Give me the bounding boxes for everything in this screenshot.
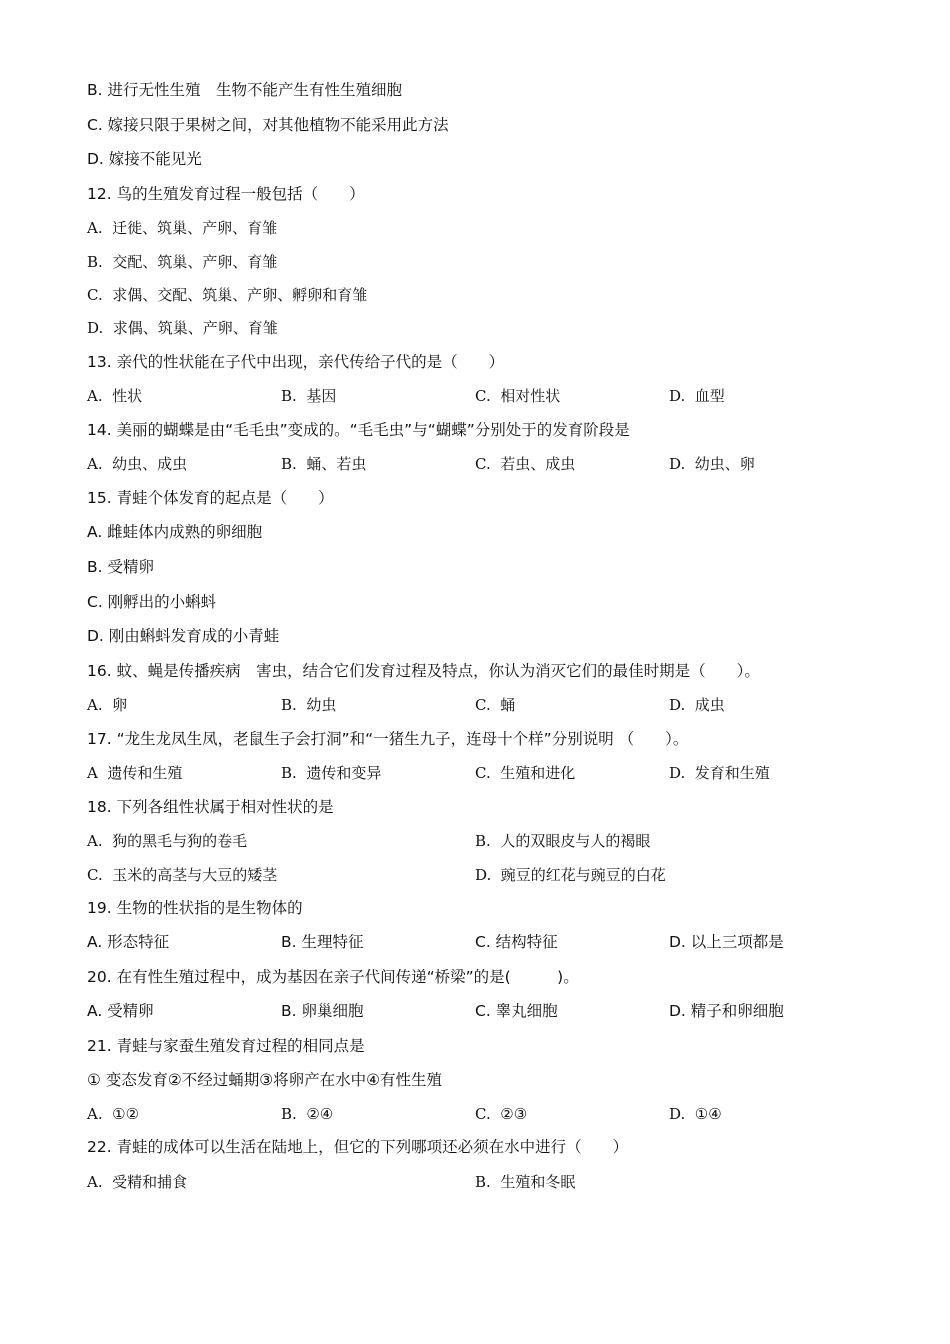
- option-d: D. 豌豆的红花与豌豆的白花: [475, 866, 666, 884]
- option-a: A. 形态特征: [87, 933, 170, 951]
- options-row-19: [87, 932, 867, 952]
- option-d: D. 精子和卵细胞: [669, 1002, 784, 1020]
- option-b: B. 蛹、若虫: [281, 455, 367, 473]
- option-c: C. 玉米的高茎与大豆的矮茎: [87, 866, 278, 884]
- question-21-statements: ① 变态发育②不经过蛹期③将卵产在水中④有性生殖: [87, 1071, 443, 1089]
- option-line: A. 雌蛙体内成熟的卵细胞: [87, 523, 263, 541]
- question-20: 20. 在有性生殖过程中，成为基因在亲子代间传递“桥梁”的是( )。: [87, 968, 579, 986]
- options-row-18a: [87, 831, 867, 851]
- question-12: 12. 鸟的生殖发育过程一般包括（ ）: [87, 185, 365, 203]
- option-b: B. 卵巢细胞: [281, 1002, 364, 1020]
- option-a: A. ①②: [87, 1105, 140, 1123]
- option-c: C. 生殖和进化: [475, 764, 576, 782]
- option-d: D. 以上三项都是: [669, 933, 784, 951]
- option-a: A. 受精和捕食: [87, 1173, 188, 1191]
- option-c: C. 结构特征: [475, 933, 558, 951]
- question-16: 16. 蚊、蝇是传播疾病 害虫，结合它们发育过程及特点，你认为消灭它们的最佳时期是（ ）。: [87, 662, 760, 680]
- question-17: 17. “龙生龙凤生凤，老鼠生子会打洞”和“一猪生九子，连母十个样”分别说明 （ ）。: [87, 730, 689, 748]
- question-18: 18. 下列各组性状属于相对性状的是: [87, 798, 334, 816]
- option-c: C. 相对性状: [475, 387, 561, 405]
- options-row-22: [87, 1172, 867, 1192]
- option-line: B. 进行无性生殖 生物不能产生有性生殖细胞: [87, 81, 402, 99]
- option-line: D. 刚由蝌蚪发育成的小青蛙: [87, 627, 280, 645]
- options-row-16: [87, 695, 867, 715]
- options-row-20: [87, 1001, 867, 1021]
- question-14: 14. 美丽的蝴蝶是由“毛毛虫”变成的。“毛毛虫”与“蝴蝶”分别处于的发育阶段是: [87, 421, 630, 439]
- option-a: A. 受精卵: [87, 1002, 154, 1020]
- question-22: 22. 青蛙的成体可以生活在陆地上，但它的下列哪项还必须在水中进行（ ）: [87, 1138, 629, 1156]
- option-line: C. 刚孵出的小蝌蚪: [87, 593, 217, 611]
- option-line: B. 受精卵: [87, 558, 154, 576]
- option-c: C. 蛹: [475, 696, 516, 714]
- option-d: D. ①④: [669, 1105, 722, 1123]
- option-b: B. 人的双眼皮与人的褐眼: [475, 832, 651, 850]
- options-row-17: [87, 763, 867, 783]
- option-line: C. 嫁接只限于果树之间，对其他植物不能采用此方法: [87, 116, 449, 134]
- option-a: A. 狗的黑毛与狗的卷毛: [87, 832, 248, 850]
- option-line: C. 求偶、交配、筑巢、产卵、孵卵和育雏: [87, 286, 368, 304]
- option-d: D. 血型: [669, 387, 725, 405]
- option-c: C. 睾丸细胞: [475, 1002, 558, 1020]
- option-b: B. 基因: [281, 387, 337, 405]
- options-row-14: [87, 454, 867, 474]
- option-c: C. 若虫、成虫: [475, 455, 576, 473]
- question-19: 19. 生物的性状指的是生物体的: [87, 899, 303, 917]
- option-d: D. 幼虫、卵: [669, 455, 755, 473]
- option-line: B. 交配、筑巢、产卵、育雏: [87, 253, 278, 271]
- option-a: A. 卵: [87, 696, 128, 714]
- option-b: B. 遗传和变异: [281, 764, 382, 782]
- options-row-13: [87, 386, 867, 406]
- option-a: A 遗传和生殖: [87, 764, 183, 782]
- option-b: B. 幼虫: [281, 696, 337, 714]
- options-row-21: [87, 1104, 867, 1124]
- question-21: 21. 青蛙与家蚕生殖发育过程的相同点是: [87, 1037, 365, 1055]
- option-line: D. 嫁接不能见光: [87, 150, 202, 168]
- option-b: B. 生理特征: [281, 933, 364, 951]
- option-d: D. 成虫: [669, 696, 725, 714]
- option-a: A. 性状: [87, 387, 143, 405]
- option-line: A. 迁徙、筑巢、产卵、育雏: [87, 219, 278, 237]
- option-line: D. 求偶、筑巢、产卵、育雏: [87, 319, 278, 337]
- option-b: B. 生殖和冬眠: [475, 1173, 576, 1191]
- question-15: 15. 青蛙个体发育的起点是（ ）: [87, 489, 334, 507]
- option-d: D. 发育和生殖: [669, 764, 770, 782]
- question-13: 13. 亲代的性状能在子代中出现，亲代传给子代的是（ ）: [87, 353, 505, 371]
- option-c: C. ②③: [475, 1105, 528, 1123]
- options-row-18b: [87, 865, 867, 885]
- option-a: A. 幼虫、成虫: [87, 455, 188, 473]
- option-b: B. ②④: [281, 1105, 334, 1123]
